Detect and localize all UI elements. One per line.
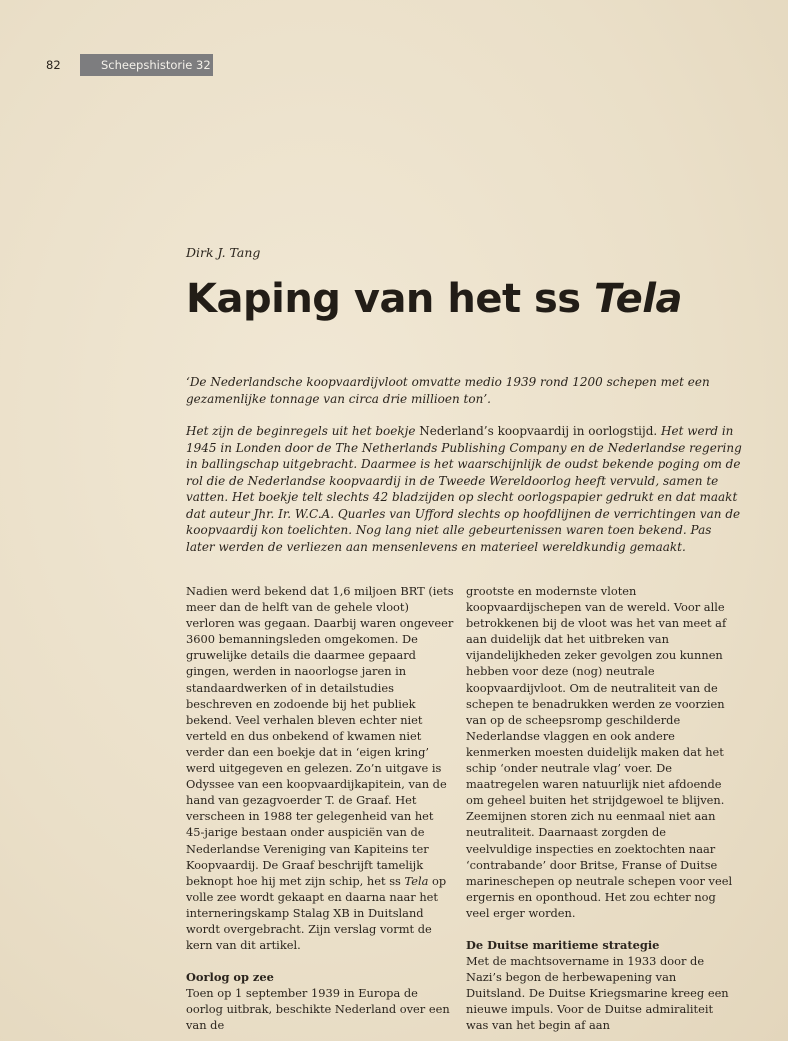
running-header: Scheepshistorie 32 xyxy=(80,54,213,76)
section-heading: De Duitse maritieme strategie xyxy=(466,937,660,952)
ship-name: Tela xyxy=(404,873,429,888)
intro-text-b: Het werd in 1945 in Londen door de The Netherlands Publishing Company en de Nederlandse regering in ballingschap uitgebracht. Daarmee is het waarschijnlijk de oudst bekende poging om de rol die de Nederlandse koopvaardij in de Tweede Wereldoorlog heeft vervuld, samen te vatten. Het boekje telt slechts 42 bladzijden op slecht oorlogspapier gedrukt en dat maakt dat auteur Jhr. Ir. W.C.A. Quarles van Ufford slechts op hoofdlijnen de verrichtingen van de koopvaardij kon toelichten. Nog lang niet alle gebeurtenissen waren toen bekend. Pas later werden de verliezen aan mensenlevens en materieel wereldkundig gemaakt. xyxy=(186,424,742,554)
body-text: op volle zee wordt gekaapt en daarna naar het interneringskamp Stalag XB in Duitsland wordt overgebracht. Zijn verslag vormt de kern van dit artikel. xyxy=(186,873,447,953)
body-paragraph: Met de machtsovername in 1933 door de Nazi’s begon de herbewapening van Duitsland. De Duitse Kriegsmarine kreeg een nieuwe impuls. Voor de Duitse admiraliteit was van het begin af aan xyxy=(466,954,729,1033)
intro-block xyxy=(186,374,742,571)
section-heading: Oorlog op zee xyxy=(186,970,274,985)
body-paragraph xyxy=(186,583,454,953)
intro-quote: ‘De Nederlandsche koopvaardijvloot omvatte medio 1939 rond 1200 schepen met een gezamenlijke tonnage van circa drie millioen ton’. xyxy=(186,375,710,406)
body-text: Nadien werd bekend dat 1,6 miljoen BRT (iets meer dan de helft van de gehele vloot) verloren was gegaan. Daarbij waren ongeveer 3600 bemanningsleden omgekomen. De gruwelijke details die daarmee gepaard gingen, werden in naoorlogse jaren in standaardwerken of in detailstudies beschreven en zodoende bij het publiek bekend. Veel verhalen bleven echter niet verteld en dus onbekend of kwamen niet verder dan een boekje dat in ‘eigen kring’ werd uitgegeven en gelezen. Zo’n uitgave is Odyssee van een koopvaardijkapitein, van de hand van gezagvoerder T. de Graaf. Het verscheen in 1988 ter gelegenheid van het 45-jarige bestaan onder auspiciën van de Nederlandse Vereniging van Kapiteins ter Koopvaardij. De Graaf beschrijft tamelijk beknopt hoe hij met zijn schip, het ss xyxy=(186,584,454,888)
title-ship-name: Tela xyxy=(594,276,682,322)
body-column-right xyxy=(466,583,734,1034)
intro-book-title: Nederland’s koopvaardij in oorlogstijd. xyxy=(419,424,658,438)
page-number: 82 xyxy=(46,58,61,72)
article-title xyxy=(186,276,682,322)
body-column-left xyxy=(186,583,454,1034)
title-text: Kaping van het ss xyxy=(186,276,595,322)
intro-text-a: Het zijn de beginregels uit het boekje xyxy=(186,424,420,438)
intro-paragraph xyxy=(186,423,742,555)
body-paragraph: grootste en modernste vloten koopvaardijschepen van de wereld. Voor alle betrokkenen bij de vloot was het van meet af aan duidelijk dat het uitbreken van vijandelijkheden zeker gevolgen zou kunnen hebben voor deze (nog) neutrale koopvaardijvloot. Om de neutraliteit van de schepen te benadrukken werden ze voorzien van op de scheepsromp geschilderde Nederlandse vlaggen en ook andere kenmerken moesten duidelijk maken dat het schip ‘onder neutrale vlag’ voer. De maatregelen waren natuurlijk niet afdoende om geheel buiten het strijdgewoel te blijven. Zeemijnen storen zich nu eenmaal niet aan neutraliteit. Daarnaast zorgden de veelvuldige inspecties en zoektochten naar ‘contrabande’ door Britse, Franse of Duitse marineschepen op neutrale schepen voor veel ergernis en oponthoud. Het zou echter nog veel erger worden. xyxy=(466,584,733,920)
body-paragraph: Toen op 1 september 1939 in Europa de oorlog uitbrak, beschikte Nederland over een van de xyxy=(186,986,450,1033)
author-byline: Dirk J. Tang xyxy=(186,245,261,260)
